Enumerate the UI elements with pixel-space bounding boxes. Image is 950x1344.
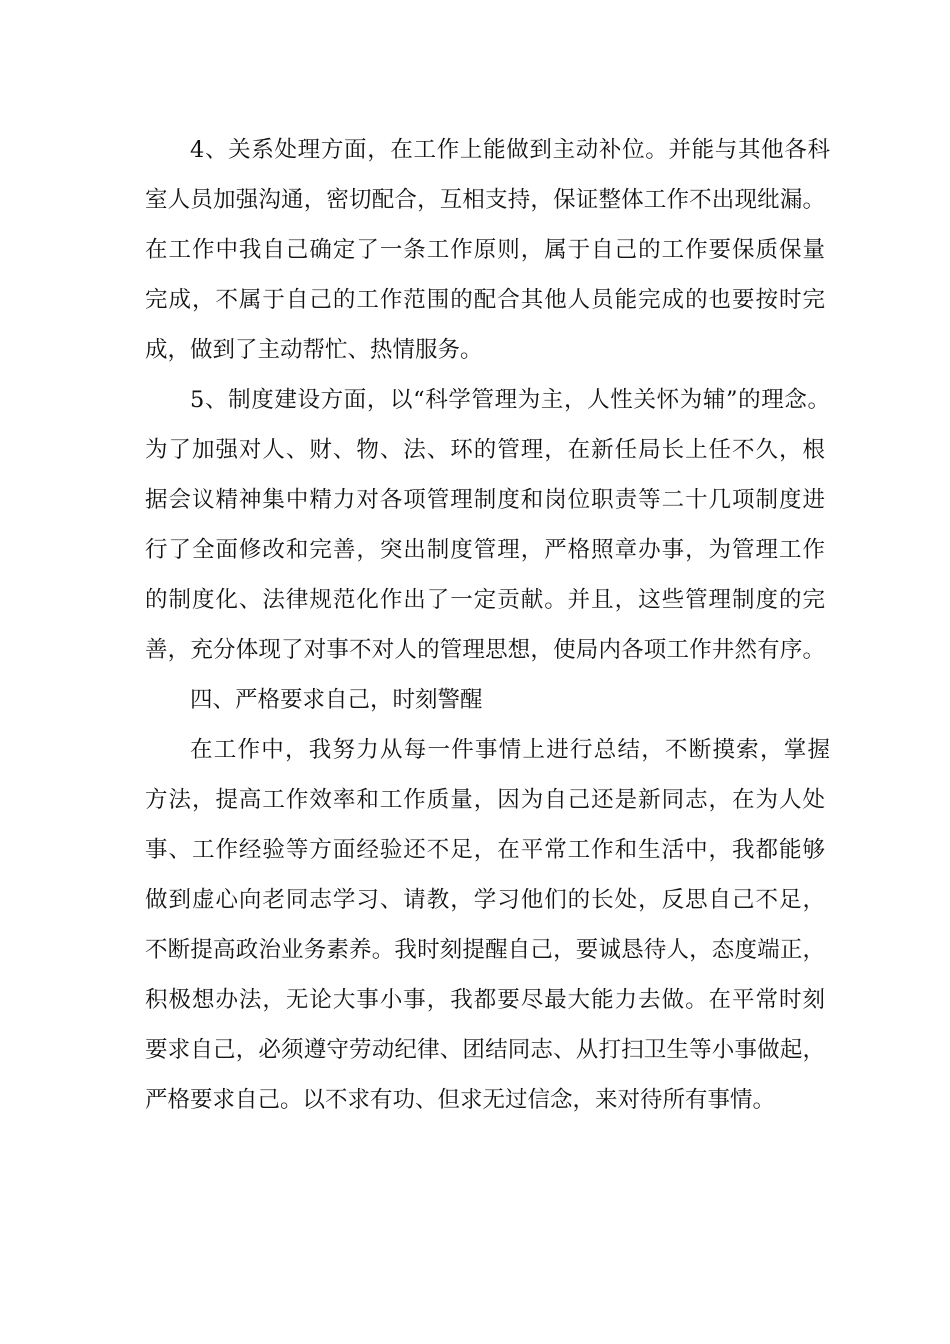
paragraph-line: 的制度化、法律规范化作出了一定贡献。并且，这些管理制度的完 [145,587,825,613]
paragraph-line: 积极想办法，无论大事小事，我都要尽最大能力去做。在平常时刻 [145,987,825,1013]
paragraph-line: 不断提高政治业务素养。我时刻提醒自己，要诚恳待人，态度端正， [145,937,825,963]
paragraph-line: 行了全面修改和完善，突出制度管理，严格照章办事，为管理工作 [145,537,825,563]
section-heading: 四、严格要求自己，时刻警醒 [190,687,483,713]
paragraph-line: 完成，不属于自己的工作范围的配合其他人员能完成的也要按时完 [145,287,825,313]
paragraph-line: 善，充分体现了对事不对人的管理思想，使局内各项工作井然有序。 [145,637,825,663]
paragraph-line: 要求自己，必须遵守劳动纪律、团结同志、从打扫卫生等小事做起， [145,1037,825,1063]
paragraph-line: 在工作中，我努力从每一件事情上进行总结，不断摸索，掌握 [190,737,830,763]
paragraph-line: 方法，提高工作效率和工作质量，因为自己还是新同志，在为人处 [145,787,825,813]
paragraph-line: 做到虚心向老同志学习、请教，学习他们的长处，反思自己不足， [145,887,825,913]
paragraph-line: 为了加强对人、财、物、法、环的管理，在新任局长上任不久，根 [145,437,825,463]
paragraph-line: 室人员加强沟通，密切配合，互相支持，保证整体工作不出现纰漏。 [145,187,825,213]
paragraph-line: 在工作中我自己确定了一条工作原则，属于自己的工作要保质保量 [145,237,825,263]
paragraph-line: 据会议精神集中精力对各项管理制度和岗位职责等二十几项制度进 [145,487,825,513]
paragraph-line: 成，做到了主动帮忙、热情服务。 [145,337,483,363]
paragraph-line: 严格要求自己。以不求有功、但求无过信念，来对待所有事情。 [145,1087,776,1113]
paragraph-line: 事、工作经验等方面经验还不足，在平常工作和生活中，我都能够 [145,837,825,863]
paragraph-line: 4、关系处理方面，在工作上能做到主动补位。并能与其他各科 [190,137,830,163]
paragraph-line: 5、制度建设方面，以“科学管理为主，人性关怀为辅”的理念。 [190,387,830,413]
